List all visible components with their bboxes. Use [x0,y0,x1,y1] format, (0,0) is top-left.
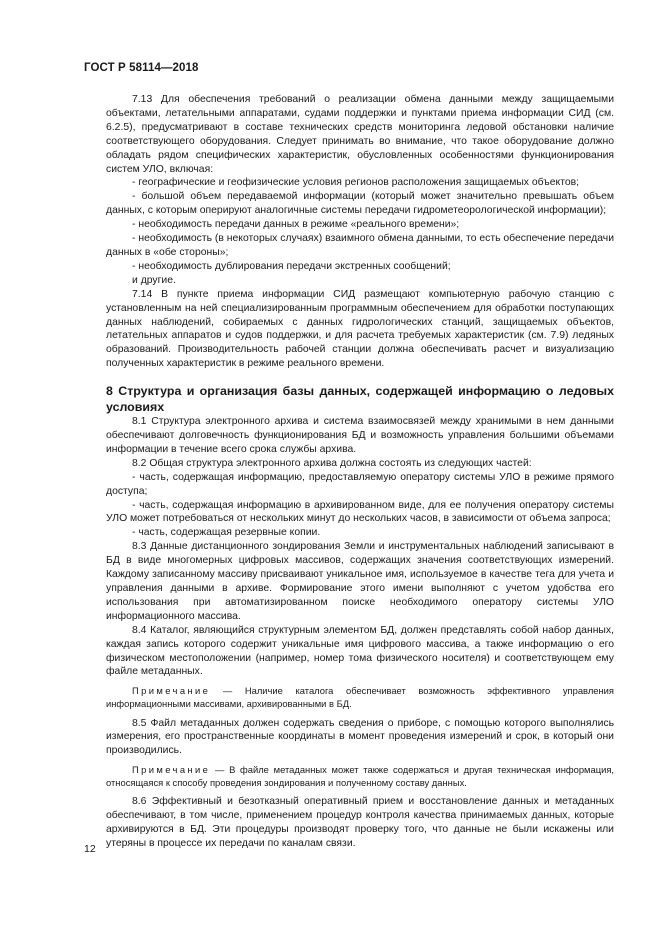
paragraph-8-2: 8.2 Общая структура электронного архива должна состоять из следующих частей: [132,457,532,469]
list-item: - часть, содержащая информацию в архивированном виде, для ее получения оператору системы УЛО может потребоваться от нескольких минут до нескольких часов, в зависимости от объема запроса; [106,499,614,525]
paragraph-8-1: 8.1 Структура электронного архива и система взаимосвязей между хранимыми в нем данными обеспечивают долговечность функционирования БД и возможность управления большими объемами информации в течение всего срока службы архива. [106,416,614,455]
paragraph-8-6: 8.6 Эффективный и безотказный оперативный прием и восстановление данных и метаданных обеспечивают, в том числе, применением процедур контроля качества принимаемых данных, которые архивируются в БД. Эти процедуры производят проверку того, что данные не были искажены или утеряны в процессе их передачи по каналам связи. [106,796,614,850]
list-item: - большой объем передаваемой информации (который может значительно превышать объем данных, с которым оперируют аналогичные системы передачи гидрометеорологической информации); [106,191,614,217]
list-item: - необходимость передачи данных в режиме «реального времени»; [132,219,460,231]
list-item: - географические и геофизические условия регионов расположения защищаемых объектов; [132,177,580,189]
section-title: 8 Структура и организация базы данных, содержащей информацию о ледовых условиях [106,384,614,414]
note-label: Примечание [132,764,211,776]
note-metadata [106,764,614,789]
document-header: ГОСТ Р 58114—2018 [84,62,199,74]
page-number: 12 [84,843,96,855]
paragraph-8-3: 8.3 Данные дистанционного зондирования Земли и инструментальных наблюдений записывают в БД в виде многомерных цифровых массивов, содержащих значения соответствующих измерений. Каждому записанному массиву присваивают уникальное имя, используемое в качестве тега для учета и управления данными в архиве. Формирование этого имени выполняют с учетом удобства его использования при автоматизированном поиске необходимого оператору системы УЛО информационного массива. [106,541,614,622]
list-item: - часть, содержащая информацию, предоставляемую оператору системы УЛО в режиме прямого доступа; [106,471,614,497]
note-text: — В файле метаданных может также содержаться и другая техническая информация, относящаяся к способу проведения зондирования и полученному составу данных. [106,764,614,788]
paragraph-7-14: 7.14 В пункте приема информации СИД размещают компьютерную рабочую станцию с установленным на ней специализированным программным обеспечением для обработки поступающих данных наблюдений, собираемых с данных гидрологических станций, защищаемых объектов, летательных аппаратов и судов поддержки, и для расчета требуемых характеристик (см. 7.9) ледяных образований. Производительность рабочей станции должна обеспечивать расчет и визуализацию полученных характеристик в режиме реального времени. [106,288,614,370]
note-label: Примечание [132,685,211,697]
paragraph-8-4: 8.4 Каталог, являющийся структурным элементом БД, должен представлять собой набор данных, каждая запись которого содержит уникальные имя цифрового массива, а также информацию о его физическом местоположении (например, номер тома физического носителя) и соответствующем ему файле метаданных. [106,624,614,678]
list-item: - часть, содержащая резервные копии. [132,527,321,539]
list-item: и другие. [132,274,176,286]
list-item: - необходимость (в некоторых случаях) взаимного обмена данными, то есть обеспечение передачи данных в «обе стороны»; [106,233,615,258]
list-item: - необходимость дублирования передачи экстренных сообщений; [132,260,451,272]
page-content [106,93,614,851]
paragraph-8-5: 8.5 Файл метаданных должен содержать сведения о приборе, с помощью которого выполнялись измерения, его пространственные координаты в момент проведения измерений и срок, в который они производились. [106,717,614,757]
note-text: — Наличие каталога обеспечивает возможность эффективного управления информационными массивами, архивированными в БД. [106,685,614,709]
note-catalog [106,685,614,710]
paragraph-7-13: 7.13 Для обеспечения требований о реализации обмена данными между защищаемыми объектами, летательными аппаратами, судами поддержки и пунктами приема информации СИД (см. 6.2.5), предусматривают в составе технических средств мониторинга ледовой обстановки наличие соответствующего оборудования. Следует принимать во внимание, что такое оборудование должно обладать рядом специфических характеристик, обусловленных особенностями функционирования систем УЛО, включая: [106,94,614,175]
